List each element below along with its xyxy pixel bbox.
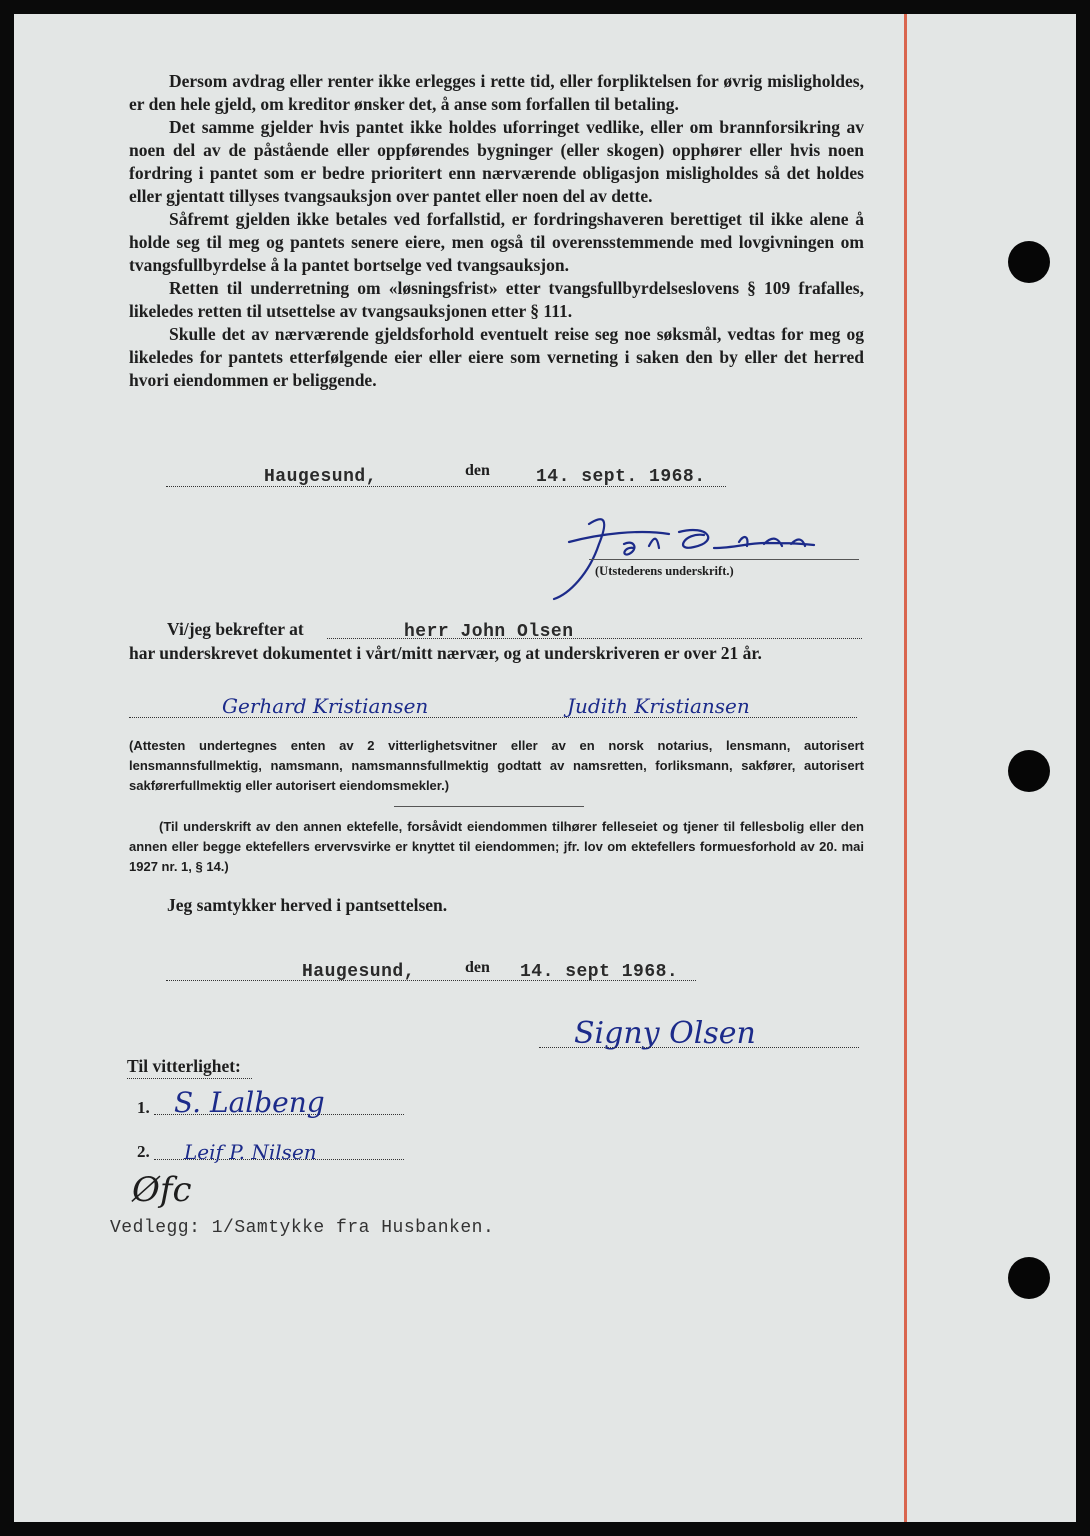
spouse-signature-line [539, 1047, 859, 1048]
paragraph: Dersom avdrag eller renter ikke erlegges i rette tid, eller forpliktelsen for øvrig misligholdes, er den hele gjeld, om kreditor ønsker det, å anse som forfallen til betaling. [129, 71, 864, 114]
confirmed-name: herr John Olsen [404, 622, 574, 642]
spouse-signature: Signy Olsen [574, 1016, 756, 1051]
red-margin-line [904, 14, 907, 1522]
document-page [14, 14, 1076, 1522]
witness-signature-1: S. Lalbeng [174, 1086, 325, 1119]
witness-label-line [127, 1078, 252, 1079]
terms-text [129, 70, 864, 392]
punch-hole [1008, 1257, 1050, 1299]
witness-label: Til vitterlighet: [127, 1056, 241, 1076]
punch-hole [1008, 750, 1050, 792]
confirm-label: Vi/jeg bekrefter at [167, 619, 304, 639]
witness-signature-2: Leif P. Nilsen [184, 1140, 317, 1164]
attest-note: (Attesten undertegnes enten av 2 vitterlighetsvitner eller av en norsk notarius, lensmann, autorisert lensmannsfullmektig, namsmann, namsmannsfullmektig godtatt av namsretten, forliksmann, sakfører, autorisert sakførerfullmektig eller autorisert eiendomsmekler.) [129, 738, 864, 793]
den-label: den [465, 462, 490, 479]
witness-number-1: 1. [137, 1098, 150, 1117]
enclosure-line: Vedlegg: 1/Samtykke fra Husbanken. [110, 1218, 495, 1238]
punch-hole [1008, 241, 1050, 283]
separator-line [394, 806, 584, 807]
paragraph: Det samme gjelder hvis pantet ikke holdes uforringet vedlike, eller om brannforsikring av noen del av de påstående eller oppførendes bygninger (eller skogen) opphører eller hvis noen fordring i pantet som er bedre prioritert enn nærværende obligasjon misligholdes så det holdes eller gjentatt tillyses tvangsauksjon over pantet eller noen del av dette. [129, 117, 864, 206]
place-typed: Haugesund, [264, 467, 378, 487]
spouse-note: (Til underskrift av den annen ektefelle, forsåvidt eiendommen tilhører felleseiet og tjener til fellesbolig eller den annen eller begge ektefellers ervervsvirke er knyttet til eiendommen; jfr. lov om ektefellers formuesforhold av 20. mai 1927 nr. 1, § 14.) [129, 819, 864, 874]
initials-mark: Øfc [132, 1170, 192, 1210]
paragraph: Såfremt gjelden ikke betales ved forfallstid, er fordringshaveren berettiget til ikke alene å holde seg til meg og pantets senere eiere, men også til overensstemmende med lovgivningen om tvangsfullbyrdelse å la pantet bortselge ved tvangsauksjon. [129, 209, 864, 275]
date-typed-2: 14. sept 1968. [520, 962, 679, 982]
issuer-signature-line [589, 559, 859, 560]
den-label-2: den [465, 959, 490, 976]
date-typed: 14. sept. 1968. [536, 467, 706, 487]
confirm-statement: har underskrevet dokumentet i vårt/mitt nærvær, og at underskriveren er over 21 år. [129, 643, 762, 663]
issuer-signature [529, 504, 849, 604]
paragraph: Skulle det av nærværende gjeldsforhold eventuelt reise seg noe søksmål, vedtas for meg og likeledes for pantets etterfølgende eier eller eiere som verneting i saken den by eller det herred hvori eiendommen er beliggende. [129, 324, 864, 390]
witness-signature-left: Gerhard Kristiansen [222, 694, 429, 718]
issuer-caption: (Utstederens underskrift.) [595, 564, 734, 578]
witness-number-2: 2. [137, 1142, 150, 1161]
paragraph: Retten til underretning om «løsningsfrist» etter tvangsfullbyrdelseslovens § 109 frafalles, likeledes retten til utsettelse av tvangsauksjonen etter § 111. [129, 278, 864, 321]
consent-text: Jeg samtykker herved i pantsettelsen. [167, 895, 448, 915]
witness-signature-right: Judith Kristiansen [567, 694, 750, 718]
place-typed-2: Haugesund, [302, 962, 416, 982]
